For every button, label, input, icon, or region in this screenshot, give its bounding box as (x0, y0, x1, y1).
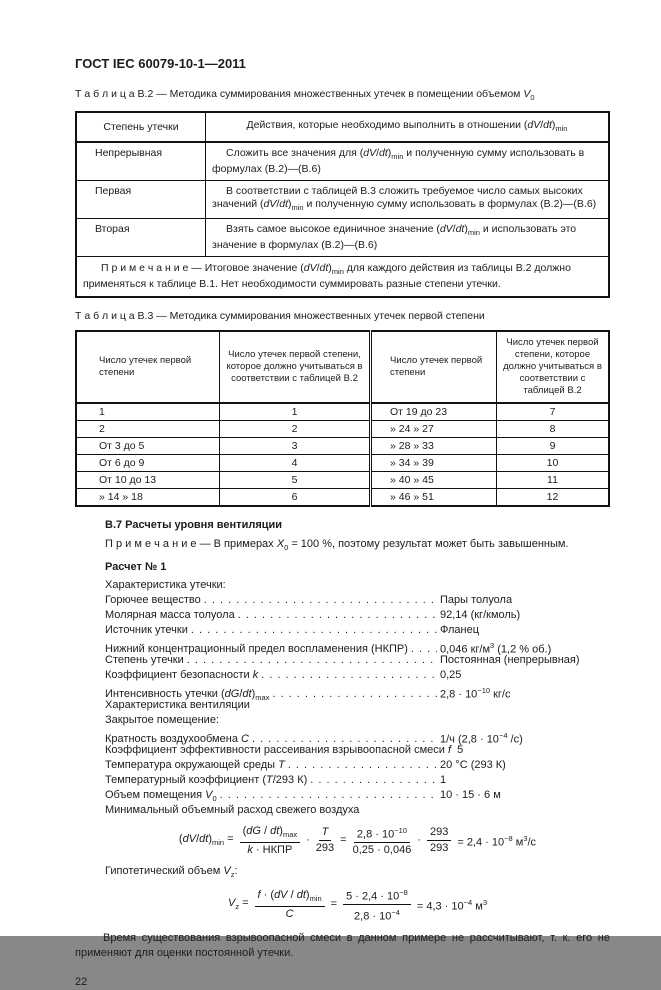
leader-value: 92,14 (кг/кмоль) (440, 608, 521, 621)
leader-label: Нижний концентрационный предел воспламенения (НКПР) (105, 643, 408, 656)
formula-result: = $2,4 \cdot 10^{-8}$ $м^3/с$ (457, 833, 537, 849)
formula-min-airflow (105, 823, 610, 859)
leader-value: 0,046 $кг/м^3$ (1,2 % об.) (440, 640, 552, 656)
cell: 2 (220, 421, 371, 438)
dot-leader (272, 687, 437, 702)
fraction (343, 886, 411, 924)
leader-row (105, 668, 610, 683)
table-b2-note: П р и м е ч а н и е — Итоговое значение $(dV/dt)_{min}$ для каждого действия из таблицы В.2 должно применяться к таблице В.1. Нет необходимости суммировать разные степени утечки. (76, 257, 609, 298)
fraction-numerator: $(dG / dt)_{max}$ (240, 825, 301, 843)
formula-hypothetical-volume (105, 887, 610, 923)
leader-value: 5 (457, 743, 464, 756)
cell: 1 (220, 403, 371, 421)
section-b7 (105, 518, 610, 922)
table-note-row (76, 257, 609, 298)
cell: От 19 до 23 (371, 403, 497, 421)
cell: » 28 » 33 (371, 438, 497, 455)
table-b2-caption: Т а б л и ц а В.2 — Методика суммирования множественных утечек в помещении объемом $V_0$ (75, 88, 535, 103)
fraction-denominator: $2,8 \cdot 10^{-4}$ (354, 908, 400, 923)
leader-label: Степень утечки (105, 653, 184, 666)
cell: » 40 » 45 (371, 472, 497, 489)
cell: 5 (220, 472, 371, 489)
leak-characteristics-heading: Характеристика утечки: (105, 578, 226, 591)
formula-lhs: $V_z$ = (227, 896, 249, 911)
leader-row (105, 758, 610, 773)
operator: = (340, 834, 347, 847)
fraction (353, 824, 412, 858)
leader-row (105, 773, 610, 788)
table-b3 (75, 330, 610, 507)
leader-row (105, 728, 610, 746)
section-b7-heading: В.7 Расчеты уровня вентиляции (105, 519, 283, 532)
fraction (240, 825, 301, 857)
action-cell: Взять самое высокое единичное значение $(dV/dt)_{min}$ и использовать это значение в формулах (В.2)—(В.6) (206, 219, 610, 257)
leader-label: Горючее вещество (105, 593, 201, 606)
leader-label: Источник утечки (105, 623, 188, 636)
dot-leader (261, 668, 437, 683)
table-row (76, 472, 609, 489)
leader-value: 1 (440, 773, 447, 786)
fraction-denominator: 293 (315, 842, 335, 855)
table-row (76, 219, 609, 257)
formula-lhs: $(dV/dt)_{min}$ = (178, 832, 234, 847)
table-b3-col4-header: Число утечек первой степени, которое должно учитываться в соответствии с таблицей В.2 (497, 331, 610, 403)
leader-label: Коэффициент безопасности k (105, 668, 259, 681)
fraction-denominator: 293 (429, 842, 449, 855)
cell: » 24 » 27 (371, 421, 497, 438)
action-cell: Сложить все значения для $(dV/dt)_{min}$ и полученную сумму использовать в формулах (В.2)—(В.6) (206, 142, 610, 181)
fraction-numerator: $5 \cdot 2,4 \cdot 10^{-8}$ (343, 886, 411, 906)
leader-row (105, 653, 610, 668)
operator: = (330, 898, 338, 911)
cell: » 34 » 39 (371, 455, 497, 472)
cell: 11 (497, 472, 610, 489)
table-b3-header-row (76, 331, 609, 403)
airflow-heading: Минимальный объемный расход свежего воздуха (105, 803, 360, 816)
fraction-numerator: 293 (427, 826, 451, 841)
cell: 7 (497, 403, 610, 421)
leader-row (105, 743, 610, 758)
table-b3-col3-header: Число утечек первой степени (371, 331, 497, 403)
fraction (427, 826, 451, 855)
table-b2 (75, 111, 610, 298)
degree-cell: Первая (76, 181, 206, 219)
fraction-numerator: $f \cdot (dV / dt)_{min}$ (255, 889, 325, 907)
fraction (255, 889, 325, 921)
dot-leader (187, 653, 437, 668)
table-row (76, 438, 609, 455)
leader-label: Температурный коэффициент (T/293 К) (105, 773, 308, 786)
table-b3-col1-header: Число утечек первой степени (76, 331, 220, 403)
dot-leader (191, 623, 437, 638)
table-row (76, 489, 609, 507)
cell: 6 (220, 489, 371, 507)
dot-leader (204, 593, 437, 608)
fraction-denominator: C (285, 907, 294, 920)
table-b2-col1-header: Степень утечки (76, 112, 206, 142)
leader-value: Фланец (440, 623, 480, 636)
table-b2-col2-header: Действия, которые необходимо выполнить в отношении $(dV/dt)_{min}$ (206, 112, 610, 142)
leader-row (105, 638, 610, 656)
cell: 12 (497, 489, 610, 507)
doc-title: ГОСТ IEC 60079-10-1—2011 (75, 56, 246, 71)
cell: От 3 до 5 (76, 438, 220, 455)
dot-leader (220, 788, 437, 803)
cell: 3 (220, 438, 371, 455)
fraction-numerator: $2,8 \cdot 10^{-10}$ (354, 824, 410, 844)
page-number: 22 (75, 975, 88, 988)
leader-row (105, 788, 610, 803)
closing-paragraph: Время существования взрывоопасной смеси в данном примере не рассчитывают, т. к. его не применяют для оценки постоянной утечки. (75, 931, 610, 959)
cell: От 10 до 13 (76, 472, 220, 489)
leader-row (105, 623, 610, 638)
table-b2-header-row (76, 112, 609, 142)
table-b3-col2-header: Число утечек первой степени, которое должно учитываться в соответствии с таблицей В.2 (220, 331, 371, 403)
cell: 1 (76, 403, 220, 421)
cell: 8 (497, 421, 610, 438)
leader-value: 20 °С (293 К) (440, 758, 506, 771)
leader-value: Постоянная (непрерывная) (440, 653, 580, 666)
leader-row (105, 683, 610, 703)
cell: От 6 до 9 (76, 455, 220, 472)
action-cell: В соответствии с таблицей В.3 сложить требуемое число самых высоких значений $(dV/dt)_{min}$ и полученную сумму использовать в формулах (В.2)—(В.6) (206, 181, 610, 219)
degree-cell: Вторая (76, 219, 206, 257)
dot-leader (238, 608, 437, 623)
leader-row (105, 608, 610, 623)
cell: 9 (497, 438, 610, 455)
leader-label: Кратность воздухообмена C (105, 733, 249, 746)
cell: 10 (497, 455, 610, 472)
cell: 2 (76, 421, 220, 438)
fraction-numerator: T (319, 826, 332, 841)
table-row (76, 403, 609, 421)
operator: · (306, 834, 310, 847)
cell: » 14 » 18 (76, 489, 220, 507)
section-b7-note: П р и м е ч а н и е — В примерах $X_0 = 100$ %, поэтому результат может быть завышенным. (105, 538, 569, 553)
table-row (76, 181, 609, 219)
leader-label: Объем помещения $V_0$ (105, 788, 217, 803)
ventilation-characteristics-heading: Характеристика вентиляции (105, 698, 250, 711)
table-b3-caption: Т а б л и ц а В.3 — Методика суммирования множественных утечек первой степени (75, 310, 485, 323)
formula-result: = $4,3 \cdot 10^{-4}$ $м^3$ (416, 898, 488, 913)
closed-room-heading: Закрытое помещение: (105, 713, 219, 726)
hypothetical-volume-heading: Гипотетический объем $V_z$: (105, 864, 238, 879)
leader-value: Пары толуола (440, 593, 513, 606)
leader-label: Температура окружающей среды T (105, 758, 285, 771)
leader-value: $2,8 \cdot 10^{-10}$ кг/с (440, 685, 511, 701)
degree-cell: Непрерывная (76, 142, 206, 181)
cell: » 46 » 51 (371, 489, 497, 507)
leader-value: 1/ч ($2,8 \cdot 10^{-4}$ /с) (440, 730, 523, 746)
table-row (76, 455, 609, 472)
leader-value: 10 · 15 · 6 м (440, 788, 501, 801)
fraction-denominator: 0,25 · 0,046 (352, 844, 412, 857)
leader-label: Молярная масса толуола (105, 608, 235, 621)
fraction (316, 826, 334, 855)
operator: · (417, 834, 421, 847)
calc-1-title: Расчет № 1 (105, 560, 167, 573)
leader-value: 0,25 (440, 668, 462, 681)
leader-row (105, 593, 610, 608)
table-row (76, 421, 609, 438)
dot-leader (310, 773, 437, 788)
leader-label: Интенсивность утечки $(dG/dt)_{max}$ (105, 688, 270, 703)
fraction-denominator: k · НКПР (247, 843, 293, 856)
leader-label: Коэффициент эффективности рассеивания взрывоопасной смеси f (105, 743, 452, 756)
cell: 4 (220, 455, 371, 472)
dot-leader (288, 758, 437, 773)
table-row (76, 142, 609, 181)
